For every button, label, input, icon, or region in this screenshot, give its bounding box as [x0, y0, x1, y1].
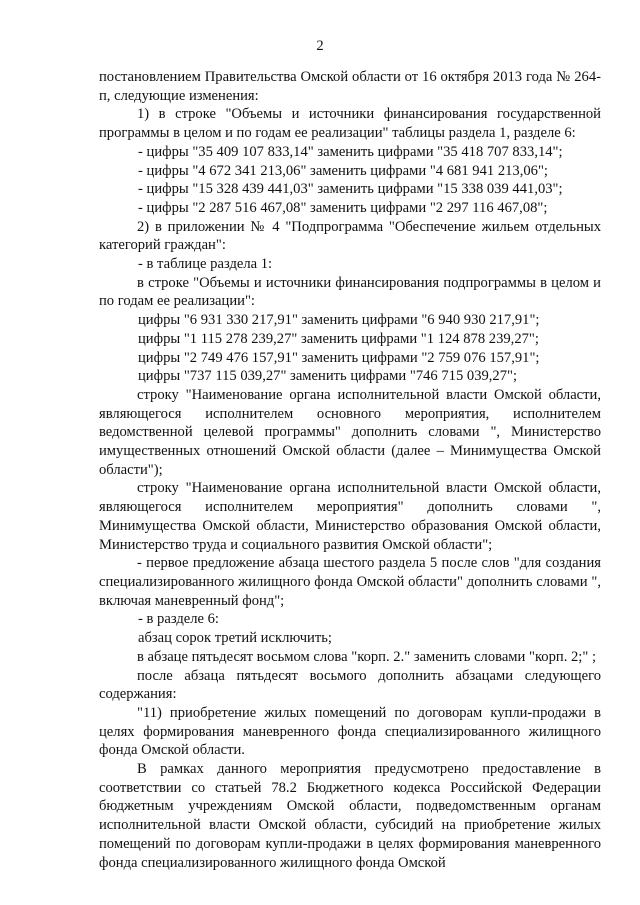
paragraph: - в разделе 6:	[138, 611, 219, 628]
paragraph: - цифры "35 409 107 833,14" заменить цифрами "35 418 707 833,14";	[138, 143, 563, 160]
paragraph: "11) приобретение жилых помещений по договорам купли-продажи в целях формирования маневренного фонда специализированного жилищного фонда Омской области.	[99, 704, 601, 759]
paragraph: цифры "2 749 476 157,91" заменить цифрами "2 759 076 157,91";	[138, 349, 540, 366]
paragraph: после абзаца пятьдесят восьмого дополнить абзацами следующего содержания:	[99, 667, 601, 703]
paragraph: - цифры "2 287 516 467,08" заменить цифрами "2 297 116 467,08";	[138, 199, 548, 216]
paragraph: цифры "1 115 278 239,27" заменить цифрами "1 124 878 239,27";	[138, 330, 539, 347]
paragraph: постановлением Правительства Омской области от 16 октября 2013 года № 264-п, следующие изменения:	[99, 69, 601, 104]
paragraph: 1) в строке "Объемы и источники финансирования государственной программы в целом и по годам ее реализации" таблицы раздела 1, разделе 6:	[99, 106, 601, 142]
paragraph: - цифры "4 672 341 213,06" заменить цифрами "4 681 941 213,06";	[138, 162, 548, 179]
paragraph: цифры "6 931 330 217,91" заменить цифрами "6 940 930 217,91";	[138, 312, 540, 329]
paragraph: строку "Наименование органа исполнительной власти Омской области, являющегося исполнителем мероприятия" дополнить словами ", Минимущества Омской области, Министерство образования Омской области, Министерство труда и социального развития Омской области";	[99, 480, 601, 553]
paragraph: В рамках данного мероприятия предусмотрено предоставление в соответствии со статьей 78.2 Бюджетного кодекса Российской Федерации бюджетным учреждениям Омской области, подведомственным органам исполнительной власти Омской области, субсидий на приобретение жилых помещений по договорам купли-продажи в целях формирования маневренного фонда специализированного жилищного фонда Омской	[99, 761, 601, 871]
paragraph: в строке "Объемы и источники финансирования подпрограммы в целом и по годам ее реализации":	[99, 274, 601, 310]
paragraph: - в таблице раздела 1:	[138, 256, 273, 273]
paragraph: строку "Наименование органа исполнительной власти Омской области, являющегося исполнителем основного мероприятия, исполнителем ведомственной целевой программы" дополнить словами ", Министерство имущественных отношений Омской области (далее – Минимущества Омской области");	[99, 386, 601, 478]
paragraph: абзац сорок третий исключить;	[138, 630, 332, 647]
paragraph: - первое предложение абзаца шестого раздела 5 после слов "для создания специализированного жилищного фонда Омской области" дополнить словами ", включая маневренный фонд";	[99, 555, 601, 609]
paragraph: в абзаце пятьдесят восьмом слова "корп. 2." заменить словами "корп. 2;" ;	[137, 648, 597, 665]
paragraph: цифры "737 115 039,27" заменить цифрами "746 715 039,27";	[138, 368, 518, 385]
page-number: 2	[316, 38, 324, 54]
document-body	[99, 68, 601, 872]
paragraph: - цифры "15 328 439 441,03" заменить цифрами "15 338 039 441,03";	[138, 181, 563, 198]
paragraph: 2) в приложении № 4 "Подпрограмма "Обеспечение жильем отдельных категорий граждан":	[99, 218, 601, 254]
